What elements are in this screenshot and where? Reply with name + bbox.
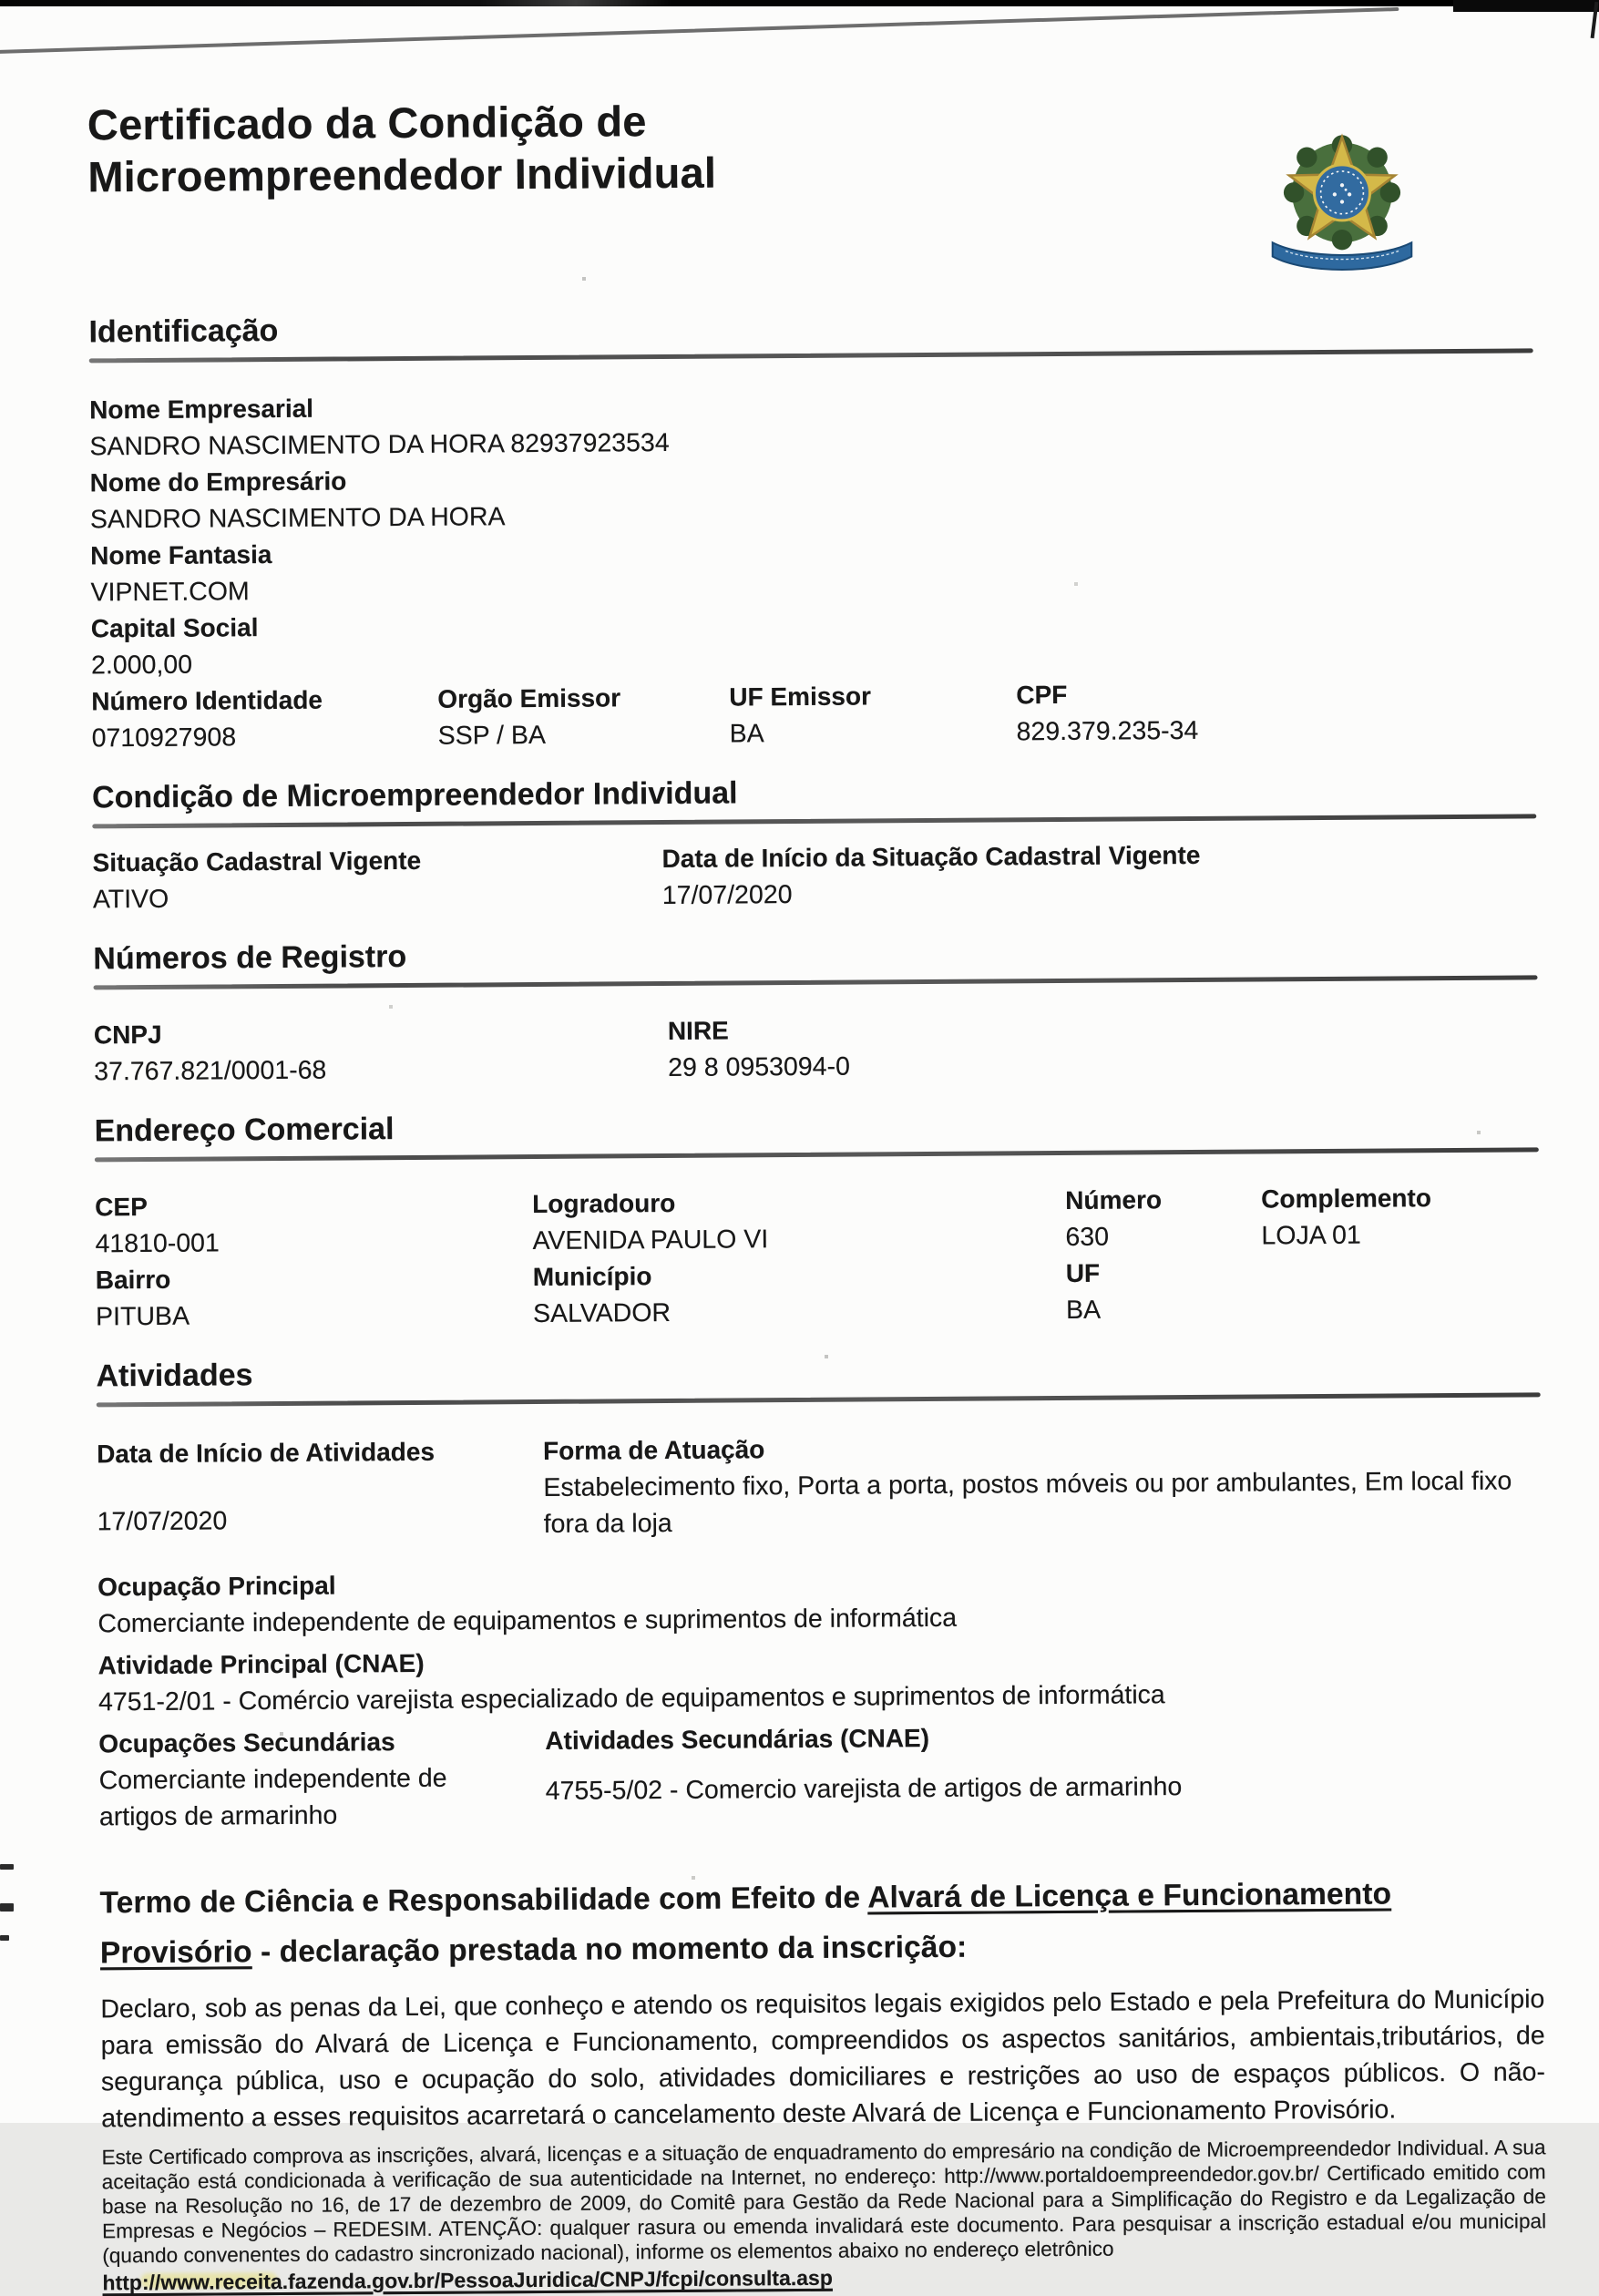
field-cnpj	[94, 1013, 669, 1090]
field-orgao-emissor	[437, 679, 730, 753]
field-cep	[95, 1186, 533, 1262]
atividades-secundarias-label: Atividades Secundárias (CNAE)	[545, 1724, 930, 1756]
field-ocupacoes-secundarias	[98, 1723, 546, 1835]
nome-fantasia-value: VIPNET.COM	[90, 576, 250, 608]
endereco-row-1	[95, 1179, 1540, 1262]
field-ocupacao-principal	[97, 1559, 1543, 1642]
atividade-principal-value: 4751-2/01 - Comércio varejista especializado de equipamentos e suprimentos de informática	[97, 1680, 1165, 1717]
endereco-row-2-spacer	[1262, 1252, 1541, 1327]
section-identificacao	[88, 304, 1532, 363]
section-heading-condicao: Condição de Microempreendedor Individual	[91, 775, 738, 815]
numero-label: Número	[1065, 1185, 1163, 1215]
field-data-inicio-atividades	[97, 1433, 544, 1545]
municipio-value: SALVADOR	[532, 1298, 671, 1329]
section-rule	[97, 1392, 1541, 1407]
orgao-emissor-label: Orgão Emissor	[437, 683, 621, 713]
capital-social-label: Capital Social	[90, 612, 259, 643]
nome-empresarial-label: Nome Empresarial	[89, 394, 314, 425]
section-rule	[92, 814, 1536, 828]
section-heading-atividades: Atividades	[96, 1358, 253, 1394]
section-atividades	[96, 1348, 1540, 1407]
bairro-value: PITUBA	[95, 1301, 190, 1332]
termo-heading-part2: - declaração prestada no momento da inscrição:	[251, 1930, 968, 1969]
title-line-2: Microempreendedor Individual	[87, 148, 717, 201]
field-forma-atuacao	[543, 1426, 1542, 1543]
situacao-label: Situação Cadastral Vigente	[92, 846, 422, 877]
field-cpf	[1016, 673, 1536, 750]
orgao-emissor-value: SSP / BA	[437, 720, 547, 751]
cnpj-label: CNPJ	[93, 1020, 162, 1050]
data-inicio-situacao-label: Data de Início da Situação Cadastral Vigente	[661, 840, 1201, 873]
numero-identidade-value: 0710927908	[91, 723, 237, 753]
forma-atuacao-label: Forma de Atuação	[543, 1435, 765, 1466]
document-title	[87, 88, 1532, 203]
field-uf	[1066, 1254, 1263, 1327]
uf-emissor-label: UF Emissor	[729, 682, 872, 712]
field-capital-social	[91, 600, 1536, 683]
uf-emissor-value: BA	[729, 719, 764, 749]
ocupacao-principal-label: Ocupação Principal	[97, 1571, 336, 1602]
data-inicio-atividades-label: Data de Início de Atividades	[97, 1437, 436, 1469]
identity-document-row	[91, 673, 1536, 756]
fine-print-paragraph: Este Certificado comprova as inscrições, alvará, licenças e a situação de enquadramento do empresário na condição de Microempreendedor Individual. A sua aceitação está condicionada à verificação de sua autenticidade na Internet, no endereço: http://www.portaldoempreendedor.gov.br/ Certificado emitido com base na Resolução no 16, de 17 de dezembro de 2009, do Comitê para Gestão da Rede Nacional para a Simplificação do Registro e da Legalização de Empresas e Negócios – REDESIM. ATENÇÃO: qualquer rasura ou emenda invalidará este documento. Para pesquisar a inscrição estadual e/ou municipal (quando convenentes do cadastro sincronizado nacional), informe os elementos abaixo no endereço eletrônico	[101, 2136, 1547, 2267]
municipio-label: Município	[532, 1262, 652, 1292]
section-rule	[94, 975, 1538, 989]
logradouro-value: AVENIDA PAULO VI	[532, 1225, 769, 1256]
endereco-row-2	[96, 1252, 1541, 1335]
field-nome-empresario	[90, 455, 1535, 538]
forma-atuacao-value: Estabelecimento fixo, Porta a porta, postos móveis ou por ambulantes, Em local fixo fora da loja	[543, 1466, 1512, 1540]
data-inicio-atividades-value: 17/07/2020	[97, 1506, 228, 1537]
field-numero-identidade	[91, 682, 438, 757]
field-municipio	[533, 1256, 1067, 1332]
section-condicao	[92, 770, 1536, 828]
identificacao-fields	[89, 382, 1536, 756]
nome-empresario-value: SANDRO NASCIMENTO DA HORA	[89, 501, 506, 535]
data-inicio-situacao-value: 17/07/2020	[661, 879, 793, 910]
section-rule	[95, 1147, 1539, 1162]
section-heading-identificacao: Identificação	[88, 313, 279, 350]
termo-heading	[99, 1869, 1544, 1978]
atividades-secundarias-value: 4755-5/02 - Comercio varejista de artigos de armarinho	[545, 1772, 1183, 1807]
numero-identidade-label: Número Identidade	[91, 685, 323, 716]
section-registro	[93, 931, 1537, 989]
cpf-value: 829.379.235-34	[1016, 715, 1199, 747]
field-numero	[1065, 1181, 1262, 1255]
field-nire	[668, 1007, 1539, 1086]
atividades-row-1	[97, 1426, 1542, 1545]
nire-value: 29 8 0953094-0	[668, 1051, 850, 1082]
complemento-label: Complemento	[1261, 1184, 1431, 1214]
title-line-1: Certificado da Condição de	[87, 97, 647, 149]
field-situacao-cadastral	[92, 841, 662, 917]
bairro-label: Bairro	[95, 1265, 171, 1295]
atividade-principal-label: Atividade Principal (CNAE)	[97, 1649, 425, 1680]
field-bairro	[96, 1259, 534, 1335]
field-logradouro	[532, 1183, 1066, 1259]
uf-label: UF	[1065, 1258, 1101, 1287]
numero-value: 630	[1065, 1222, 1110, 1252]
section-heading-endereco: Endereço Comercial	[94, 1112, 395, 1149]
situacao-value: ATIVO	[92, 884, 169, 915]
termo-heading-underlined: Alvará de Licença e Funcionamento Provisório	[99, 1877, 1392, 1971]
atividades-secundarias-row	[98, 1716, 1543, 1835]
field-nome-fantasia	[90, 528, 1535, 610]
cpf-label: CPF	[1016, 680, 1068, 710]
scan-edge-mark	[0, 1935, 9, 1941]
field-nome-empresarial	[89, 382, 1534, 465]
registro-row	[94, 1007, 1539, 1090]
nome-empresario-label: Nome do Empresário	[89, 466, 347, 497]
capital-social-value: 2.000,00	[90, 650, 193, 681]
cnpj-value: 37.767.821/0001-68	[94, 1055, 327, 1087]
field-data-inicio-situacao	[661, 835, 1537, 914]
situacao-row	[92, 835, 1537, 917]
section-rule	[89, 348, 1533, 363]
ocupacoes-secundarias-value: Comerciante independente de artigos de armarinho	[98, 1763, 447, 1832]
declaration-paragraph: Declaro, sob as penas da Lei, que conheço e atendo os requisitos legais exigidos pelo Estado e pela Prefeitura do Município para emissão do Alvará de Licença e Funcionamento, compreendidos os aspectos sanitários, ambientais,tributários, de segurança pública, uso e ocupação do solo, atividades domiciliares e restrições ao uso de espaços públicos. O não-atendimento a esses requisitos acarretará o cancelamento deste Alvará de Licença e Funcionamento Provisório.	[100, 1984, 1546, 2134]
field-atividades-secundarias	[545, 1716, 1543, 1832]
logradouro-label: Logradouro	[532, 1188, 676, 1219]
ocupacoes-secundarias-label: Ocupações Secundárias	[98, 1727, 395, 1758]
termo-heading-part1: Termo de Ciência e Responsabilidade com Efeito de	[99, 1881, 868, 1921]
section-endereco	[95, 1103, 1539, 1162]
field-complemento	[1261, 1179, 1540, 1254]
scan-noise-speckles	[0, 0, 2, 2]
section-heading-registro: Números de Registro	[93, 938, 407, 977]
ocupacao-principal-value: Comerciante independente de equipamentos e suprimentos de informática	[97, 1603, 958, 1639]
cep-value: 41810-001	[95, 1228, 220, 1259]
nome-fantasia-label: Nome Fantasia	[90, 539, 272, 570]
consulta-url-text: http://www.receita.fazenda.gov.br/PessoaJuridica/CNPJ/fcpi/consulta.asp	[102, 2266, 833, 2295]
scan-edge-mark	[0, 1864, 14, 1870]
document-content	[87, 0, 1547, 2296]
uf-value: BA	[1065, 1295, 1102, 1325]
consulta-url-link	[102, 2266, 833, 2296]
nome-empresarial-value: SANDRO NASCIMENTO DA HORA 82937923534	[89, 427, 670, 462]
nire-label: NIRE	[667, 1016, 729, 1045]
scan-edge-mark	[0, 1903, 14, 1912]
cep-label: CEP	[95, 1193, 148, 1222]
field-uf-emissor	[729, 677, 1017, 752]
field-atividade-principal	[98, 1637, 1543, 1720]
complemento-value: LOJA 01	[1261, 1220, 1361, 1251]
